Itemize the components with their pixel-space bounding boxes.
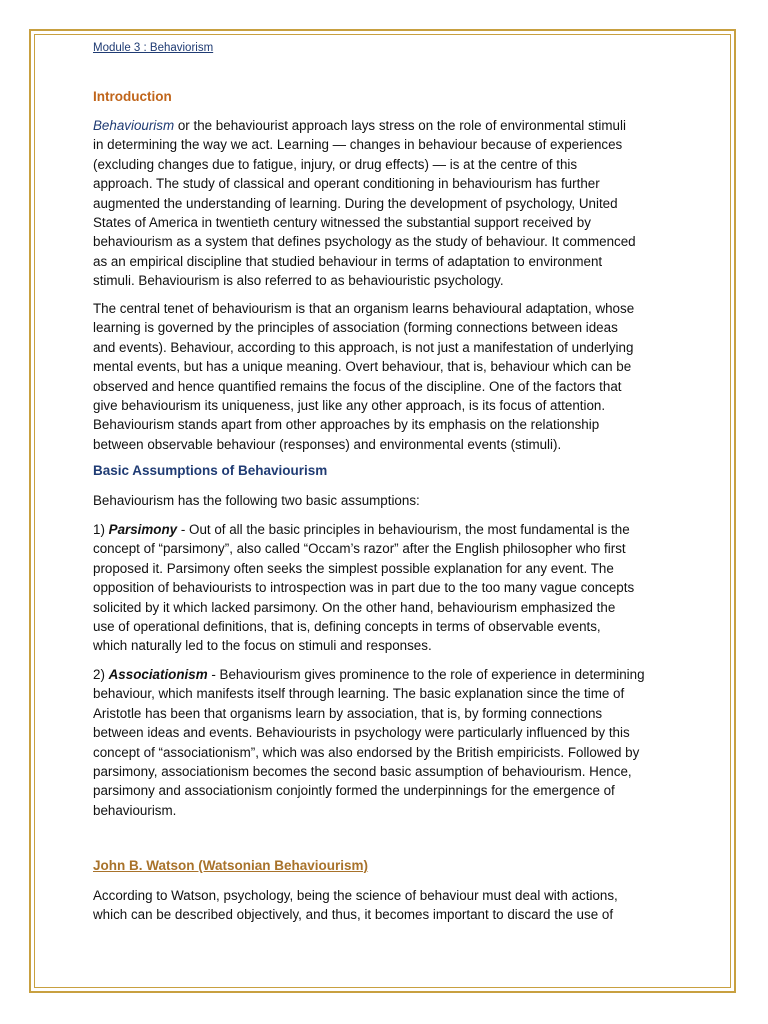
- text-line: behaviourism as a system that defines psychology as the study of behaviour. It commenced: [93, 234, 636, 250]
- text-line: use of operational definitions, that is, defining concepts in terms of observable events,: [93, 619, 601, 634]
- text-line: between observable behaviour (responses) and environmental events (stimuli).: [93, 436, 562, 452]
- text-line: States of America in twentieth century witnessed the substantial support received by: [93, 215, 591, 230]
- text-line: behaviourism.: [93, 802, 177, 818]
- text-line: Behaviourism or the behaviourist approach lays stress on the role of environmental stimuli: [93, 118, 626, 133]
- text-line: observed and hence quantified remains the focus of the discipline. One of the factors that: [93, 378, 622, 394]
- text-line: 2) Associationism - Behaviourism gives prominence to the role of experience in determining: [93, 667, 645, 682]
- text-line: which naturally led to the focus on stimuli and responses.: [93, 638, 432, 654]
- text-line: Aristotle has been that organisms learn by association, that is, by forming connections: [93, 705, 603, 721]
- assumptions-intro: Behaviourism has the following two basic assumptions:: [93, 493, 420, 508]
- text-line: behaviour, which manifests itself through learning. The basic explanation since the time of: [93, 686, 625, 702]
- text-line: which can be described objectively, and thus, it becomes important to discard the use of: [93, 907, 614, 923]
- text-line: The central tenet of behaviourism is that an organism learns behavioural adaptation, whose: [93, 301, 635, 316]
- module-header: Module 3 : Behaviorism: [93, 42, 214, 54]
- associationism-term: Associationism: [108, 667, 208, 682]
- text-line: approach. The study of classical and operant conditioning in behaviourism has further: [93, 176, 600, 192]
- text-line: opposition of behaviourists to introspection was in part due to the too many vague concepts: [93, 580, 635, 596]
- text-line: concept of “parsimony”, also called “Occam’s razor” after the English philosopher who first: [93, 541, 626, 557]
- text-line: and events). Behaviour, according to this approach, is not just a manifestation of underlying: [93, 339, 634, 355]
- introduction-heading: Introduction: [93, 89, 172, 104]
- text-line: parsimony, associationism becomes the second basic assumption of behaviourism. Hence,: [93, 764, 632, 779]
- text-line: Behaviourism stands apart from other approaches by its emphasis on the relationship: [93, 417, 600, 433]
- text-line: mental events, but has a unique meaning. Overt behaviour, that is, behaviour which can be: [93, 359, 632, 375]
- text-line: augmented the understanding of learning. During the development of psychology, United: [93, 195, 618, 211]
- text-line: in determining the way we act. Learning — changes in behaviour because of experiences: [93, 137, 623, 153]
- text-line: as an empirical discipline that studied behaviour in terms of adaptation to environment: [93, 253, 603, 269]
- text-line: According to Watson, psychology, being the science of behaviour must deal with actions,: [93, 888, 618, 903]
- text-line: (excluding changes due to fatigue, injury, or drug effects) — is at the centre of this: [93, 156, 578, 172]
- assumptions-heading: Basic Assumptions of Behaviourism: [93, 463, 328, 478]
- text-line: stimuli. Behaviourism is also referred to as behaviouristic psychology.: [93, 273, 504, 289]
- text-line: give behaviourism its uniqueness, just like any other approach, is its focus of attention.: [93, 398, 606, 413]
- watson-heading: John B. Watson (Watsonian Behaviourism): [93, 858, 369, 873]
- text-line: parsimony and associationism conjointly formed the underpinnings for the emergence of: [93, 783, 615, 799]
- text-line: 1) Parsimony - Out of all the basic principles in behaviourism, the most fundamental is the: [93, 522, 630, 537]
- behaviourism-term: Behaviourism: [93, 118, 175, 133]
- text-line: solicited by it which lacked parsimony. On the other hand, behaviourism emphasized the: [93, 599, 616, 615]
- text-line: learning is governed by the principles of association (forming connections between ideas: [93, 320, 618, 336]
- text-line: concept of “associationism”, which was also endorsed by the British empiricists. Followed by: [93, 744, 640, 760]
- text-line: proposed it. Parsimony often seeks the simplest possible explanation for any event. The: [93, 560, 614, 576]
- parsimony-term: Parsimony: [108, 522, 178, 537]
- text-line: between ideas and events. Behaviourists in psychology were particularly influenced by this: [93, 725, 630, 741]
